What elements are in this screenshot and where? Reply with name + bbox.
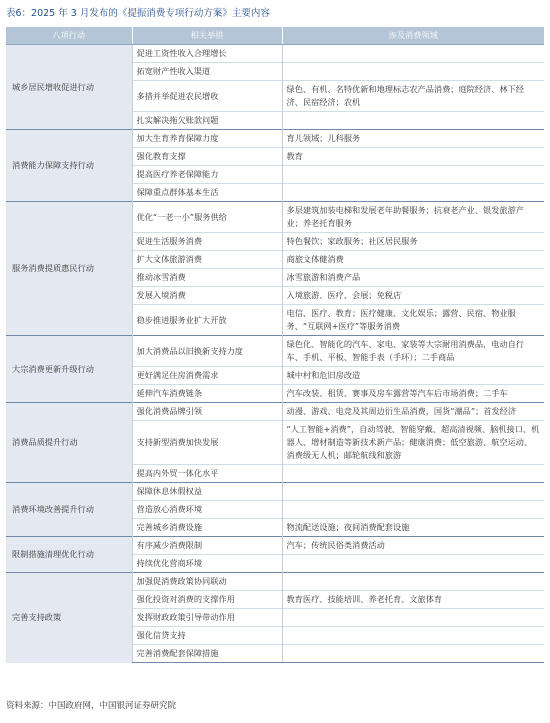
measure-cell: 延伸汽车消费链条	[132, 385, 282, 403]
measure-cell: 扎实解决拖欠账款问题	[132, 112, 282, 130]
measure-cell: 发挥财政政策引导带动作用	[132, 609, 282, 627]
measure-cell: 营造放心消费环境	[132, 501, 282, 519]
source-note: 资料来源：中国政府网，中国银河证券研究院	[6, 701, 177, 711]
consumption-area-cell	[282, 573, 544, 591]
action-category: 限制措施清理优化行动	[6, 537, 132, 573]
measure-cell: 保障休息休假权益	[132, 483, 282, 501]
action-category: 消费能力保障支持行动	[6, 130, 132, 202]
measure-cell: 促进工资性收入合理增长	[132, 45, 282, 63]
consumption-area-cell: 多层建筑加装电梯和发展老年助餐服务；抗衰老产业、银发旅游产业；养老托育服务	[282, 202, 544, 233]
action-category: 大宗消费更新升级行动	[6, 336, 132, 403]
consumption-area-cell	[282, 112, 544, 130]
measure-cell: 稳步推进服务业扩大开放	[132, 305, 282, 336]
table-row	[6, 45, 544, 63]
table-row	[6, 336, 544, 367]
measure-cell: 更好满足住房消费需求	[132, 367, 282, 385]
measure-cell: 持续优化营商环境	[132, 555, 282, 573]
consumption-area-cell	[282, 555, 544, 573]
measure-cell: 强化信贷支持	[132, 627, 282, 645]
action-category: 消费环境改善提升行动	[6, 483, 132, 537]
consumption-area-cell	[282, 184, 544, 202]
consumption-area-cell: 特色餐饮；家政服务；社区居民服务	[282, 233, 544, 251]
measure-cell: 完善消费配套保障措施	[132, 645, 282, 663]
header-action: 八项行动	[6, 27, 132, 45]
consumption-area-cell: 绿色化、智能化的汽车、家电、家装等大宗耐用消费品，电动自行车、手机、平板、智能手表（手环）；二手商品	[282, 336, 544, 367]
table-row	[6, 202, 544, 233]
measure-cell: 强化投资对消费的支撑作用	[132, 591, 282, 609]
action-category: 服务消费提质惠民行动	[6, 202, 132, 336]
consumption-area-cell: 冰雪旅游和消费产品	[282, 269, 544, 287]
header-row	[6, 27, 544, 45]
table-row	[6, 130, 544, 148]
action-category: 城乡居民增收促进行动	[6, 45, 132, 130]
table-body	[6, 45, 544, 663]
action-category: 消费品质提升行动	[6, 403, 132, 483]
consumption-area-cell: 教育	[282, 148, 544, 166]
table-row	[6, 483, 544, 501]
consumption-area-cell	[282, 645, 544, 663]
consumption-area-cell: 入境旅游、医疗、会展；免税店	[282, 287, 544, 305]
table-title: 表6：2025 年 3 月发布的《提振消费专项行动方案》主要内容	[6, 8, 270, 19]
consumption-area-cell: 商旅文体健消费	[282, 251, 544, 269]
consumption-area-cell: 动漫、游戏、电竞及其周边衍生品消费，国货“潮品”；首发经济	[282, 403, 544, 421]
consumption-area-cell: “人工智能+消费”，自动驾驶、智能穿戴、超高清视频、脑机接口、机器人、增材制造等新技术新产品；健康消费；低空旅游、航空运动、消费级无人机；邮轮航线和旅游	[282, 421, 544, 465]
measure-cell: 强化消费品牌引领	[132, 403, 282, 421]
consumption-area-cell	[282, 483, 544, 501]
table-row	[6, 573, 544, 591]
measure-cell: 加强促消费政策协同联动	[132, 573, 282, 591]
measure-cell: 推动冰雪消费	[132, 269, 282, 287]
consumption-area-cell	[282, 501, 544, 519]
measure-cell: 加大生育养育保障力度	[132, 130, 282, 148]
consumption-area-cell: 汽车；传统民俗类消费活动	[282, 537, 544, 555]
measure-cell: 支持新型消费加快发展	[132, 421, 282, 465]
measure-cell: 提高内外贸一体化水平	[132, 465, 282, 483]
consumption-area-cell: 绿色、有机、名特优新和地理标志农产品消费；庭院经济、林下经济、民宿经济；农机	[282, 81, 544, 112]
policy-table-container	[6, 27, 544, 663]
measure-cell: 保障重点群体基本生活	[132, 184, 282, 202]
consumption-area-cell	[282, 45, 544, 63]
measure-cell: 促进生活服务消费	[132, 233, 282, 251]
table-row	[6, 537, 544, 555]
measure-cell: 优化“一老一小”服务供给	[132, 202, 282, 233]
consumption-area-cell: 教育医疗、技能培训、养老托育、文旅体育	[282, 591, 544, 609]
measure-cell: 强化教育支撑	[132, 148, 282, 166]
consumption-area-cell	[282, 63, 544, 81]
consumption-area-cell	[282, 627, 544, 645]
table-row	[6, 403, 544, 421]
consumption-area-cell	[282, 465, 544, 483]
measure-cell: 扩大文体旅游消费	[132, 251, 282, 269]
action-category: 完善支持政策	[6, 573, 132, 663]
header-measure: 相关举措	[132, 27, 282, 45]
consumption-area-cell	[282, 609, 544, 627]
measure-cell: 有序减少消费限制	[132, 537, 282, 555]
consumption-area-cell: 汽车改装、租赁、赛事及房车露营等汽车后市场消费；二手车	[282, 385, 544, 403]
measure-cell: 多措并举促进农民增收	[132, 81, 282, 112]
consumption-area-cell	[282, 166, 544, 184]
measure-cell: 完善城乡消费设施	[132, 519, 282, 537]
consumption-area-cell: 育儿领域；儿科服务	[282, 130, 544, 148]
measure-cell: 发展入境消费	[132, 287, 282, 305]
measure-cell: 加大消费品以旧换新支持力度	[132, 336, 282, 367]
policy-table	[6, 27, 544, 663]
measure-cell: 拓宽财产性收入渠道	[132, 63, 282, 81]
consumption-area-cell: 电信、医疗、教育；医疗健康、文化娱乐；露营、民宿、物业服务、“互联网+医疗”等服务消费	[282, 305, 544, 336]
measure-cell: 提高医疗养老保障能力	[132, 166, 282, 184]
header-area: 涉及消费领域	[282, 27, 544, 45]
consumption-area-cell: 城中村和危旧房改造	[282, 367, 544, 385]
consumption-area-cell: 物流配送设施；夜间消费配套设施	[282, 519, 544, 537]
